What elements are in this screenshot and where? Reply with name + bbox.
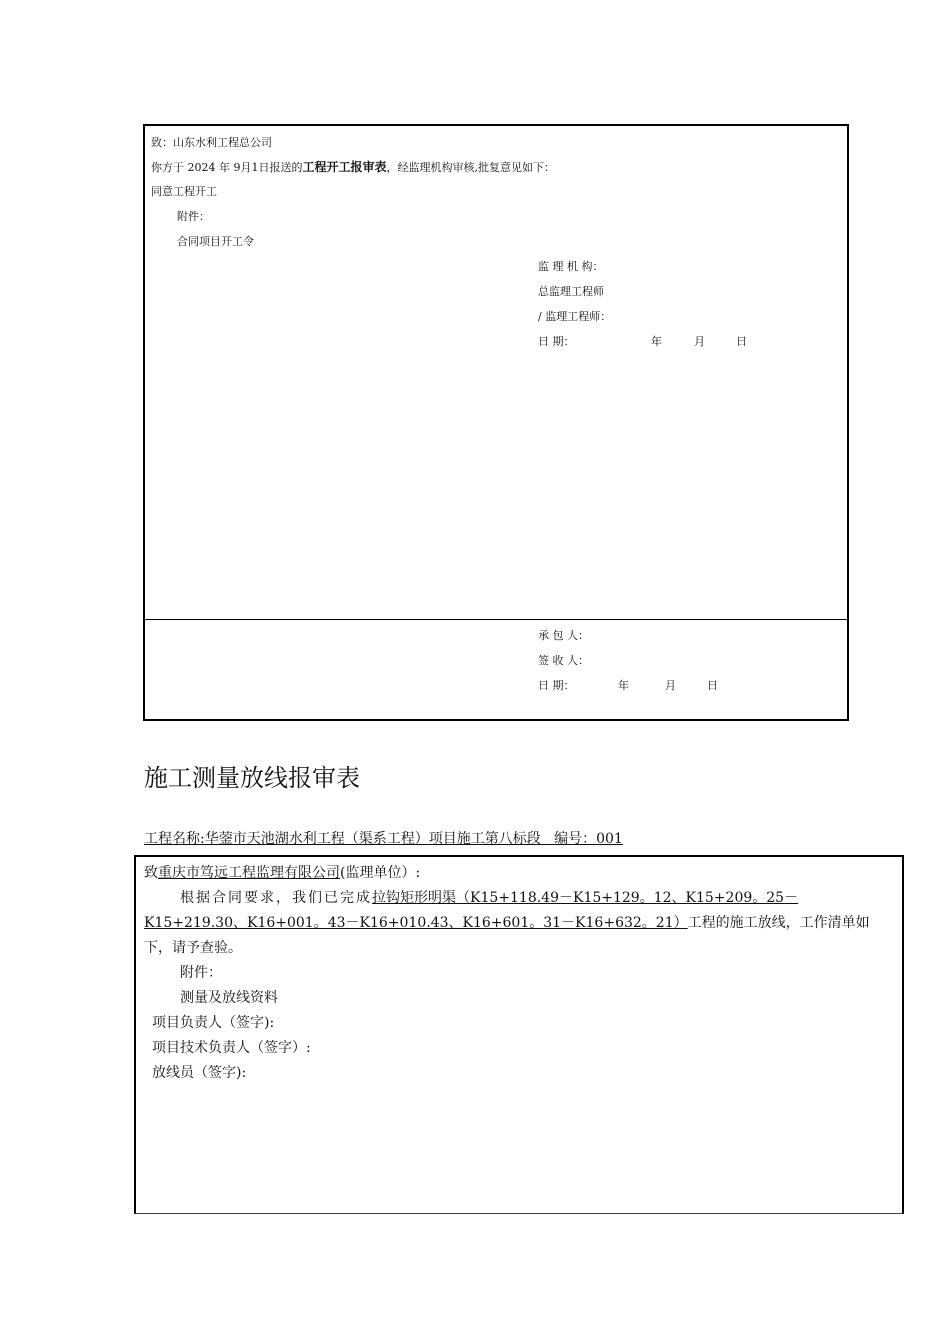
- form-divider: [145, 619, 847, 620]
- survey-body-underlined-2: K15+219.30、K16+001。43－K16+010.43、K16+601。31－K16+632。21）: [144, 915, 688, 931]
- receive-date-label: 日 期：: [538, 679, 575, 692]
- survey-body-underlined-1: 拉钩矩形明渠（K15+118.49－K15+129。12、K15+209。25－: [372, 890, 799, 906]
- receive-date-day: 日: [707, 679, 718, 692]
- approval-date-day: 日: [736, 335, 747, 348]
- chief-engineer-label: 总监理工程师: [538, 285, 604, 298]
- approval-statement-prefix: 你方于 2024 年 9月1日报送的: [151, 161, 303, 174]
- contractor-label: 承 包 人：: [538, 629, 589, 642]
- survey-attachment-item: 测量及放线资料: [180, 990, 278, 1006]
- approval-date-label: 日 期：: [538, 335, 575, 348]
- project-leader-signature-label: 项目负责人（签字):: [152, 1015, 275, 1031]
- approval-statement: [151, 158, 555, 175]
- receive-date-month: 月: [665, 679, 676, 692]
- survey-title: 施工测量放线报审表: [144, 764, 360, 792]
- engineer-label: / 监理工程师：: [538, 310, 612, 323]
- survey-project-line: [144, 828, 623, 848]
- approval-statement-suffix: ，经监理机构审核,批复意见如下：: [386, 161, 555, 174]
- survey-body-tail: 工程的施工放线，工作清单如: [687, 915, 870, 931]
- receive-date-year: 年: [618, 679, 629, 692]
- approval-recipient: 致：山东水利工程总公司: [151, 136, 272, 149]
- survey-attachment-label: 附件：: [180, 965, 222, 981]
- approval-attachment-item: 合同项目开工令: [177, 235, 254, 248]
- survey-recipient-prefix: 致: [144, 865, 158, 881]
- receiver-label: 签 收 人：: [538, 654, 589, 667]
- supervision-org-label: 监 理 机 构：: [538, 260, 604, 273]
- survey-body-line-3: 下，请予查验。: [144, 940, 242, 956]
- survey-body-line-2: [144, 912, 870, 932]
- approval-date-year: 年: [651, 335, 662, 348]
- survey-body-line-1: [180, 887, 798, 907]
- survey-form: [134, 855, 904, 1214]
- approval-form: [143, 124, 849, 721]
- approval-date-month: 月: [694, 335, 705, 348]
- survey-number: 编号：001: [554, 831, 623, 847]
- survey-recipient: [144, 862, 420, 882]
- survey-recipient-suffix: (监理单位）:: [340, 865, 421, 881]
- survey-project-name: 工程名称:华蓥市天池湖水利工程（渠系工程）项目施工第八标段: [144, 831, 541, 847]
- approval-form-name: 工程开工报审表: [302, 160, 387, 174]
- survey-recipient-company: 重庆市笃远工程监理有限公司: [158, 865, 340, 881]
- approval-opinion: 同意工程开工: [151, 185, 217, 198]
- approval-attachment-label: 附件：: [177, 210, 210, 223]
- survey-body-intro: 根据合同要求，我们已完成: [180, 890, 372, 906]
- tech-leader-signature-label: 项目技术负责人（签字）:: [152, 1040, 311, 1056]
- surveyor-signature-label: 放线员（签字):: [152, 1065, 247, 1081]
